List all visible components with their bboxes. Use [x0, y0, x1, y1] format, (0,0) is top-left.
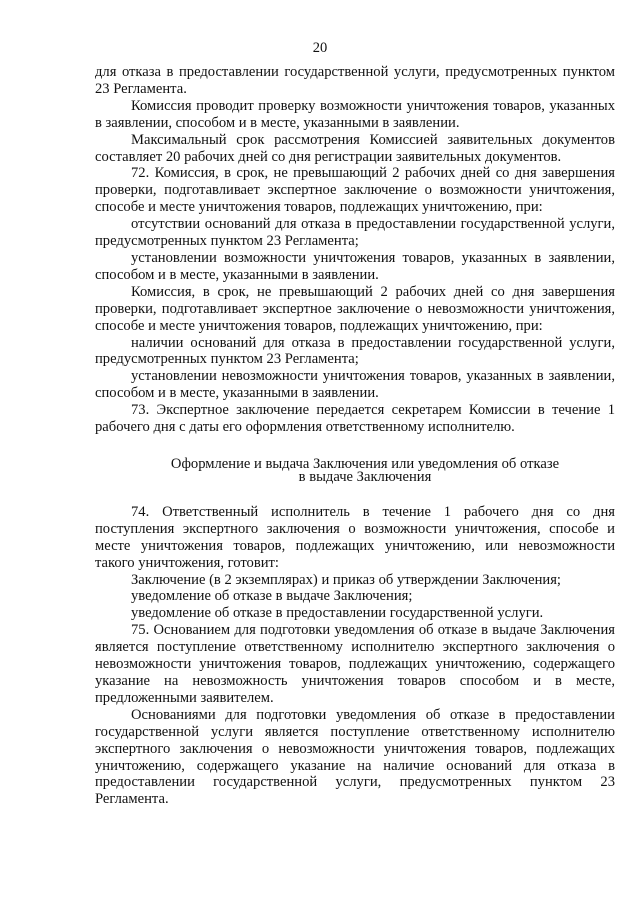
- paragraph-72: 72. Комиссия, в срок, не превышающий 2 рабочих дней со дня завершения проверки, подготавливает экспертное заключение о возможности уничтожения, способе и месте уничтожения товаров, подлежащих уничтожению, при:: [95, 165, 615, 216]
- page-number: 20: [312, 40, 328, 56]
- section-heading: [95, 455, 615, 486]
- paragraph-72-presence: наличии оснований для отказа в предоставлении государственной услуги, предусмотренных пунктом 23 Регламента;: [95, 334, 615, 368]
- paragraph-73: 73. Экспертное заключение передается секретарем Комиссии в течение 1 рабочего дня с даты его оформления ответственному исполнителю.: [95, 402, 615, 436]
- paragraph-75-grounds: Основаниями для подготовки уведомления об отказе в предоставлении государственной услуги является поступление ответственному исполнителю экспертного заключения о невозможности уничтожения товаров, подлежащих уничтожению, содержащего указание на наличие оснований для отказа в предоставлении государственной услуги, предусмотренных пунктом 23 Регламента.: [95, 706, 615, 808]
- paragraph-commission-check: Комиссия проводит проверку возможности уничтожения товаров, указанных в заявлении, способом и в месте, указанными в заявлении.: [95, 97, 615, 131]
- paragraph-72-possibility: установлении возможности уничтожения товаров, указанных в заявлении, способом и в месте, указанными в заявлении.: [95, 249, 615, 283]
- paragraph-74-item-conclusion: Заключение (в 2 экземплярах) и приказ об утверждении Заключения;: [131, 571, 561, 588]
- section-heading-line-1: Оформление и выдача Заключения или уведомления об отказе: [170, 455, 560, 472]
- paragraph-74: 74. Ответственный исполнитель в течение 1 рабочего дня со дня поступления экспертного заключения о возможности уничтожения, способе и месте уничтожения товаров, подлежащих уничтожению, или невозможности такого уничтожения, готовит:: [95, 503, 615, 571]
- paragraph-max-term: Максимальный срок рассмотрения Комиссией заявительных документов составляет 20 рабочих дней со дня регистрации заявительных документов.: [95, 131, 615, 165]
- paragraph-72-impossibility: Комиссия, в срок, не превышающий 2 рабочих дней со дня завершения проверки, подготавливает экспертное заключение о невозможности уничтожения, способе и месте уничтожения товаров, подлежащих уничтожению, при:: [95, 283, 615, 334]
- paragraph-72-absence: отсутствии оснований для отказа в предоставлении государственной услуги, предусмотренных пунктом 23 Регламента;: [95, 216, 615, 250]
- paragraph-74-item-refusal-conclusion: уведомление об отказе в выдаче Заключения;: [131, 588, 413, 605]
- paragraph-72-impossibility-established: установлении невозможности уничтожения товаров, указанных в заявлении, способом и в месте, указанными в заявлении.: [95, 368, 615, 402]
- section-heading-line-2: в выдаче Заключения: [298, 469, 432, 486]
- document-body: [95, 64, 615, 808]
- paragraph-74-item-refusal-service: уведомление об отказе в предоставлении государственной услуги.: [131, 605, 544, 622]
- paragraph-continuation: для отказа в предоставлении государственной услуги, предусмотренных пунктом 23 Регламента.: [95, 64, 615, 97]
- paragraph-75: 75. Основанием для подготовки уведомления об отказе в выдаче Заключения является поступление ответственному исполнителю экспертного заключения о невозможности уничтожения товаров, подлежащих уничтожению, содержащего указание на невозможность уничтожения товаров способом и в месте, предложенными заявителем.: [95, 622, 615, 706]
